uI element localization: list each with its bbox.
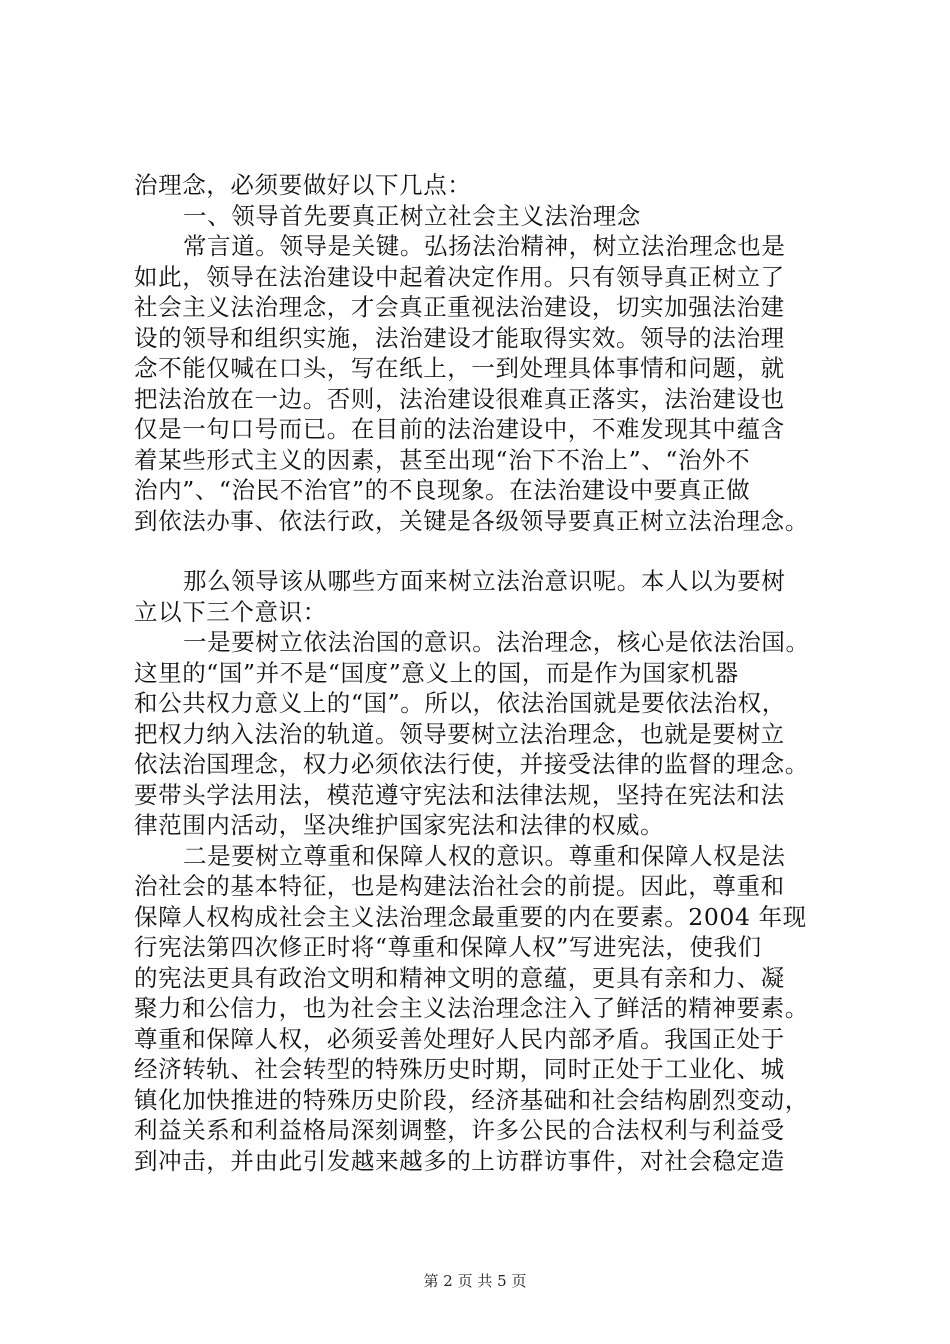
text-line: 仅是一句口号而已。在目前的法治建设中，不难发现其中蕴含	[134, 415, 785, 443]
text-line: 的宪法更具有政治文明和精神文明的意蕴，更具有亲和力、凝	[134, 963, 785, 992]
text-line: 保障人权构成社会主义法治理念最重要的内在要素。2004 年现	[134, 902, 807, 931]
text-line: 一是要树立依法治国的意识。法治理念，核心是依法治国。	[183, 628, 810, 656]
text-line: 如此，领导在法治建设中起着决定作用。只有领导真正树立了	[134, 262, 785, 291]
text-line: 要带头学法用法，模范遵守宪法和法律法规，坚持在宪法和法	[134, 780, 785, 809]
text-line: 治社会的基本特征，也是构建法治社会的前提。因此，尊重和	[134, 872, 785, 900]
text-line: 那么领导该从哪些方面来树立法治意识呢。本人以为要树	[183, 567, 786, 595]
text-line: 治内”、“治民不治官”的不良现象。在法治建设中要真正做	[134, 476, 751, 504]
text-line: 和公共权力意义上的“国”。所以，依法治国就是要依法治权，	[134, 689, 786, 717]
text-line: 聚力和公信力，也为社会主义法治理念注入了鲜活的精神要素。	[134, 994, 809, 1022]
text-line: 到冲击，并由此引发越来越多的上访群访事件，对社会稳定造	[134, 1146, 785, 1175]
text-line: 设的领导和组织实施，法治建设才能取得实效。领导的法治理	[134, 323, 785, 352]
section-heading: 一、领导首先要真正树立社会主义法治理念	[183, 201, 641, 230]
text-line: 常言道。领导是关键。弘扬法治精神，树立法治理念也是	[183, 232, 786, 260]
page-number-footer: 第 2 页 共 5 页	[423, 1272, 527, 1290]
text-line: 利益关系和利益格局深刻调整，许多公民的合法权利与利益受	[134, 1116, 785, 1144]
text-line: 依法治国理念，权力必须依法行使，并接受法律的监督的理念。	[134, 750, 809, 778]
text-line: 这里的“国”并不是“国度”意义上的国，而是作为国家机器	[134, 658, 739, 687]
text-line: 着某些形式主义的因素，甚至出现“治下不治上”、“治外不	[134, 445, 751, 474]
text-line: 尊重和保障人权，必须妥善处理好人民内部矛盾。我国正处于	[134, 1024, 785, 1053]
text-line: 到依法办事、依法行政，关键是各级领导要真正树立法治理念。	[134, 506, 809, 535]
text-line: 把权力纳入法治的轨道。领导要树立法治理念，也就是要树立	[134, 719, 785, 748]
text-line: 律范围内活动，坚决维护国家宪法和法律的权威。	[134, 811, 665, 839]
text-line: 立以下三个意识：	[134, 597, 327, 626]
text-line: 治理念，必须要做好以下几点：	[134, 171, 472, 199]
text-line: 镇化加快推进的特殊历史阶段，经济基础和社会结构剧烈变动，	[134, 1085, 809, 1114]
text-line: 把法治放在一边。否则，法治建设很难真正落实，法治建设也	[134, 384, 785, 413]
document-body	[134, 170, 854, 1176]
text-line: 经济转轨、社会转型的特殊历史时期，同时正处于工业化、城	[134, 1055, 785, 1083]
text-line: 行宪法第四次修正时将“尊重和保障人权”写进宪法，使我们	[134, 933, 762, 961]
text-line: 念不能仅喊在口头，写在纸上，一到处理具体事情和问题，就	[134, 354, 785, 382]
text-line: 二是要树立尊重和保障人权的意识。尊重和保障人权是法	[183, 841, 786, 870]
text-line: 社会主义法治理念，才会真正重视法治建设，切实加强法治建	[134, 293, 785, 321]
